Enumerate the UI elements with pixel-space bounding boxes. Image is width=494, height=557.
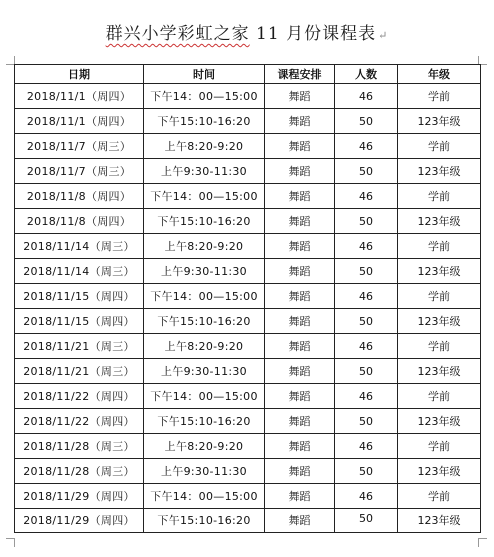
time-cell[interactable]: 上午9:30-11:30	[144, 459, 265, 484]
grade-cell[interactable]: 123年级	[398, 409, 481, 434]
table-row	[15, 84, 481, 109]
time-cell[interactable]: 上午8:20-9:20	[144, 434, 265, 459]
date-cell[interactable]: 2018/11/29（周四）	[15, 484, 144, 509]
time-cell[interactable]: 下午14：00—15:00	[144, 284, 265, 309]
course-cell[interactable]: 舞蹈	[265, 159, 335, 184]
course-cell[interactable]: 舞蹈	[265, 84, 335, 109]
course-cell[interactable]: 舞蹈	[265, 284, 335, 309]
course-cell[interactable]: 舞蹈	[265, 384, 335, 409]
page-corner-mark	[478, 538, 487, 547]
course-cell[interactable]: 舞蹈	[265, 459, 335, 484]
title-text: 11 月份课程表	[249, 24, 377, 44]
date-cell[interactable]: 2018/11/15（周四）	[15, 284, 144, 309]
page-corner-mark	[6, 538, 15, 547]
date-cell[interactable]: 2018/11/14（周三）	[15, 259, 144, 284]
time-cell[interactable]: 下午15:10-16:20	[144, 509, 265, 533]
count-cell[interactable]: 46	[335, 384, 398, 409]
grade-cell[interactable]: 学前	[398, 234, 481, 259]
count-cell[interactable]: 50	[335, 109, 398, 134]
time-cell[interactable]: 下午15:10-16:20	[144, 209, 265, 234]
count-cell[interactable]: 46	[335, 334, 398, 359]
count-cell[interactable]: 46	[335, 84, 398, 109]
table-row	[15, 159, 481, 184]
count-cell[interactable]: 50	[335, 159, 398, 184]
date-cell[interactable]: 2018/11/28（周三）	[15, 459, 144, 484]
grade-cell[interactable]: 学前	[398, 434, 481, 459]
grade-cell[interactable]: 123年级	[398, 109, 481, 134]
table-row	[15, 309, 481, 334]
date-cell[interactable]: 2018/11/22（周四）	[15, 384, 144, 409]
time-cell[interactable]: 下午15:10-16:20	[144, 109, 265, 134]
date-cell[interactable]: 2018/11/14（周三）	[15, 234, 144, 259]
time-cell[interactable]: 下午15:10-16:20	[144, 309, 265, 334]
table-row	[15, 234, 481, 259]
count-cell[interactable]: 50	[335, 309, 398, 334]
grade-cell[interactable]: 学前	[398, 484, 481, 509]
course-cell[interactable]: 舞蹈	[265, 134, 335, 159]
count-cell[interactable]: 50	[335, 459, 398, 484]
grade-cell[interactable]: 学前	[398, 84, 481, 109]
date-cell[interactable]: 2018/11/7（周三）	[15, 159, 144, 184]
table-row	[15, 359, 481, 384]
grade-cell[interactable]: 123年级	[398, 159, 481, 184]
time-cell[interactable]: 下午14：00—15:00	[144, 384, 265, 409]
table-row	[15, 134, 481, 159]
header-course: 课程安排	[265, 65, 335, 84]
count-cell[interactable]: 50	[335, 359, 398, 384]
course-cell[interactable]: 舞蹈	[265, 109, 335, 134]
date-cell[interactable]: 2018/11/1（周四）	[15, 109, 144, 134]
time-cell[interactable]: 下午14：00—15:00	[144, 484, 265, 509]
course-cell[interactable]: 舞蹈	[265, 484, 335, 509]
table-row	[15, 384, 481, 409]
header-date: 日期	[15, 65, 144, 84]
table-row	[15, 409, 481, 434]
time-cell[interactable]: 上午8:20-9:20	[144, 134, 265, 159]
count-cell[interactable]: 46	[335, 234, 398, 259]
table-row	[15, 334, 481, 359]
grade-cell[interactable]: 学前	[398, 184, 481, 209]
grade-cell[interactable]: 学前	[398, 134, 481, 159]
date-cell[interactable]: 2018/11/28（周三）	[15, 434, 144, 459]
count-cell[interactable]: 50	[335, 209, 398, 234]
table-row	[15, 484, 481, 509]
title-spellcheck-text: 群兴小学彩虹之家	[105, 24, 250, 44]
course-cell[interactable]: 舞蹈	[265, 409, 335, 434]
grade-cell[interactable]: 学前	[398, 384, 481, 409]
date-cell[interactable]: 2018/11/8（周四）	[15, 184, 144, 209]
grade-cell[interactable]: 123年级	[398, 209, 481, 234]
grade-cell[interactable]: 123年级	[398, 359, 481, 384]
date-cell[interactable]: 2018/11/29（周四）	[15, 509, 144, 533]
table-row	[15, 459, 481, 484]
course-cell[interactable]: 舞蹈	[265, 434, 335, 459]
count-cell[interactable]: 46	[335, 184, 398, 209]
time-cell[interactable]: 下午14：00—15:00	[144, 184, 265, 209]
date-cell[interactable]: 2018/11/21（周三）	[15, 334, 144, 359]
course-cell[interactable]: 舞蹈	[265, 234, 335, 259]
course-cell[interactable]: 舞蹈	[265, 209, 335, 234]
table-row	[15, 259, 481, 284]
count-cell[interactable]: 50	[335, 509, 398, 533]
time-cell[interactable]: 上午9:30-11:30	[144, 359, 265, 384]
grade-cell[interactable]: 学前	[398, 334, 481, 359]
document-title[interactable]	[0, 19, 494, 44]
header-time: 时间	[144, 65, 265, 84]
date-cell[interactable]: 2018/11/21（周三）	[15, 359, 144, 384]
count-cell[interactable]: 46	[335, 284, 398, 309]
time-cell[interactable]: 上午8:20-9:20	[144, 334, 265, 359]
course-cell[interactable]: 舞蹈	[265, 509, 335, 533]
grade-cell[interactable]: 学前	[398, 284, 481, 309]
table-row	[15, 184, 481, 209]
header-grade: 年级	[398, 65, 481, 84]
header-count: 人数	[335, 65, 398, 84]
table-body	[15, 84, 481, 533]
count-cell[interactable]: 46	[335, 434, 398, 459]
time-cell[interactable]: 上午9:30-11:30	[144, 159, 265, 184]
table-row	[15, 434, 481, 459]
course-cell[interactable]: 舞蹈	[265, 359, 335, 384]
time-cell[interactable]: 上午9:30-11:30	[144, 259, 265, 284]
time-cell[interactable]: 下午14：00—15:00	[144, 84, 265, 109]
grade-cell[interactable]: 123年级	[398, 259, 481, 284]
table-row	[15, 509, 481, 533]
course-cell[interactable]: 舞蹈	[265, 334, 335, 359]
grade-cell[interactable]: 123年级	[398, 459, 481, 484]
table-header-row	[15, 65, 481, 84]
date-cell[interactable]: 2018/11/7（周三）	[15, 134, 144, 159]
time-cell[interactable]: 上午8:20-9:20	[144, 234, 265, 259]
date-cell[interactable]: 2018/11/8（周四）	[15, 209, 144, 234]
date-cell[interactable]: 2018/11/15（周四）	[15, 309, 144, 334]
grade-cell[interactable]: 123年级	[398, 509, 481, 533]
schedule-table[interactable]	[14, 64, 481, 533]
table-row	[15, 209, 481, 234]
count-cell[interactable]: 46	[335, 484, 398, 509]
date-cell[interactable]: 2018/11/1（周四）	[15, 84, 144, 109]
grade-cell[interactable]: 123年级	[398, 309, 481, 334]
table-row	[15, 109, 481, 134]
paragraph-mark-icon: ↵	[378, 29, 389, 42]
table-row	[15, 284, 481, 309]
course-cell[interactable]: 舞蹈	[265, 184, 335, 209]
count-cell[interactable]: 50	[335, 259, 398, 284]
date-cell[interactable]: 2018/11/22（周四）	[15, 409, 144, 434]
course-cell[interactable]: 舞蹈	[265, 309, 335, 334]
count-cell[interactable]: 50	[335, 409, 398, 434]
course-cell[interactable]: 舞蹈	[265, 259, 335, 284]
count-cell[interactable]: 46	[335, 134, 398, 159]
time-cell[interactable]: 下午15:10-16:20	[144, 409, 265, 434]
